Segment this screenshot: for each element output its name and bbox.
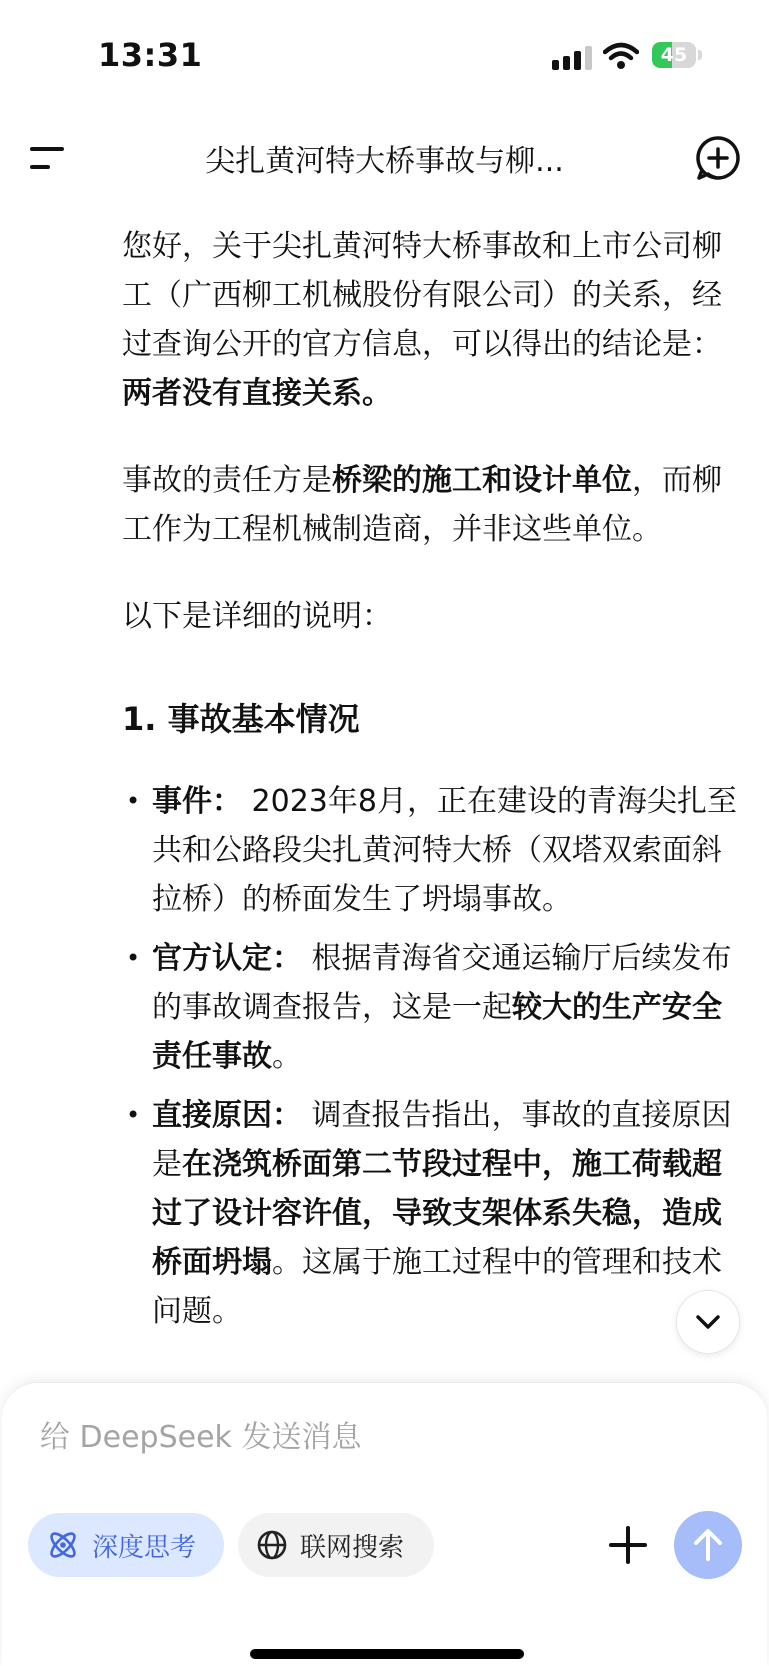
- web-search-button[interactable]: [238, 1513, 434, 1577]
- message-input[interactable]: [40, 1407, 640, 1467]
- message-paragraph: [122, 222, 742, 418]
- arrow-up-icon: [692, 1527, 724, 1563]
- status-time: 13:31: [98, 36, 203, 74]
- message-composer: [2, 1382, 767, 1666]
- deep-think-label: 深度思考: [92, 1532, 197, 1563]
- new-chat-icon[interactable]: [694, 134, 742, 182]
- bullet-label: 官方认定：: [152, 941, 302, 976]
- message-bold-text: 两者没有直接关系。: [122, 376, 392, 411]
- web-search-label: 联网搜索: [300, 1532, 405, 1563]
- bullet-text: 根据青海省交通运输厅后续发布的事故调查报告，这是一起: [152, 941, 732, 1025]
- scroll-to-bottom-button[interactable]: [676, 1290, 740, 1354]
- chevron-down-icon: [695, 1314, 721, 1330]
- send-button[interactable]: [674, 1511, 742, 1579]
- atom-icon: [46, 1528, 80, 1562]
- bullet-label: 直接原因：: [152, 1098, 302, 1133]
- bullet-label: 事件：: [152, 784, 242, 819]
- list-item: [122, 1091, 742, 1336]
- message-text: 事故的责任方是: [122, 463, 332, 498]
- message-paragraph: [122, 456, 742, 554]
- battery-level: 45: [660, 44, 688, 66]
- deep-think-button[interactable]: [28, 1513, 224, 1577]
- message-text: 以下是详细的说明：: [122, 599, 392, 634]
- assistant-message: [122, 222, 742, 1346]
- message-bold-text: 桥梁的施工和设计单位: [332, 463, 632, 498]
- bullet-list: [122, 777, 742, 1336]
- status-bar: [0, 0, 769, 110]
- conversation-title[interactable]: 尖扎黄河特大桥事故与柳...: [205, 144, 564, 179]
- bullet-bold-text: 较大的生产安全责任事故: [152, 990, 722, 1074]
- globe-icon: [256, 1529, 288, 1561]
- menu-icon[interactable]: [28, 140, 72, 176]
- list-item: [122, 934, 742, 1081]
- wifi-icon: [603, 42, 639, 70]
- bullet-text: 。这属于施工过程中的管理和技术问题。: [152, 1245, 722, 1329]
- bullet-text: 2023年8月，正在建设的青海尖扎至共和公路段尖扎黄河特大桥（双塔双索面斜拉桥）的桥面发生了坍塌事故。: [152, 784, 737, 917]
- home-indicator: [250, 1649, 524, 1659]
- message-text: 您好，关于尖扎黄河特大桥事故和上市公司柳工（广西柳工机械股份有限公司）的关系，经过查询公开的官方信息，可以得出的结论是：: [122, 229, 722, 362]
- message-text: ，而柳工作为工程机械制造商，并非这些单位。: [122, 463, 722, 547]
- bullet-text: 。: [272, 1039, 302, 1074]
- bullet-text: 调查报告指出，事故的直接原因是: [152, 1098, 732, 1182]
- chat-header: [0, 118, 769, 198]
- cellular-signal-icon: [552, 46, 594, 70]
- message-paragraph: [122, 592, 742, 641]
- list-item: [122, 777, 742, 924]
- bullet-bold-text: 在浇筑桥面第二节段过程中，施工荷载超过了设计容许值，导致支架体系失稳，造成桥面坍塌: [152, 1147, 722, 1280]
- plus-icon[interactable]: [604, 1521, 652, 1569]
- section-heading: 1. 事故基本情况: [122, 700, 360, 738]
- battery-icon: [652, 42, 702, 68]
